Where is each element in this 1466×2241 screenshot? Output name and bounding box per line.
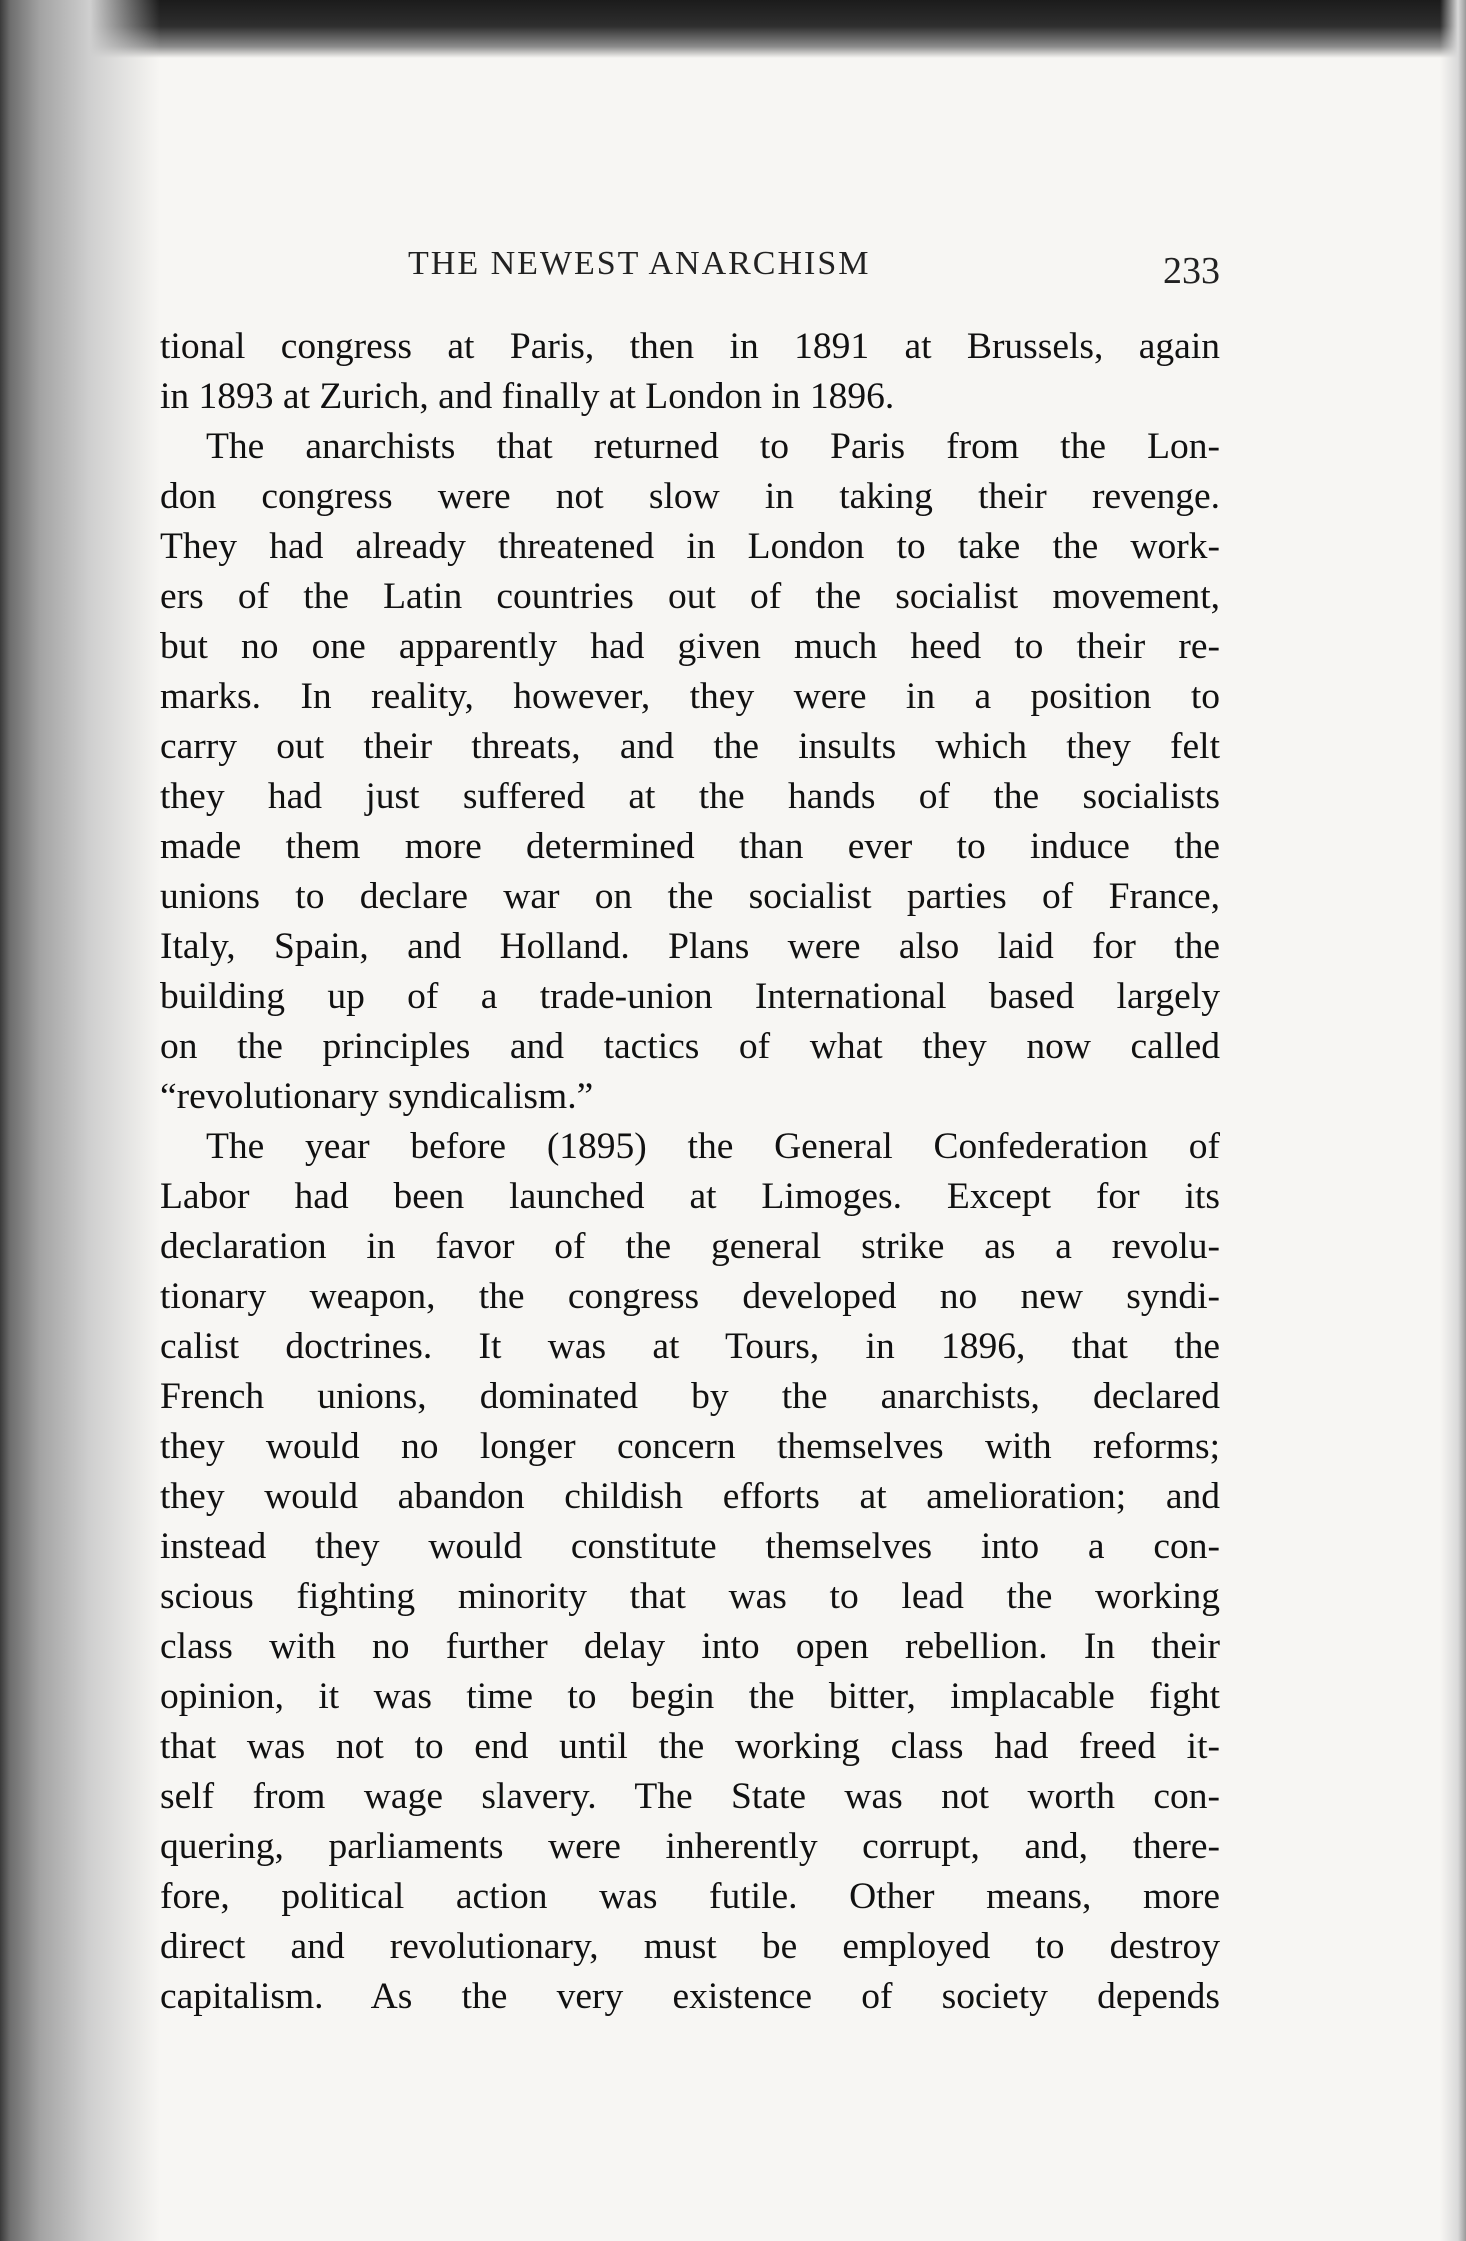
text-line: French unions, dominated by the anarchists, declared [160,1376,1220,1417]
text-line: “revolutionary syndicalism.” [160,1076,594,1117]
text-line: they had just suffered at the hands of the socialists [160,776,1220,817]
text-line: tional congress at Paris, then in 1891 at Brussels, again [160,326,1220,367]
text-line: unions to declare war on the socialist parties of France, [160,876,1220,917]
text-line: Labor had been launched at Limoges. Except for its [160,1176,1220,1217]
text-line: scious fighting minority that was to lead the working [160,1576,1220,1617]
scan-gutter-shadow [0,0,160,2241]
text-line: direct and revolutionary, must be employed to destroy [160,1926,1220,1967]
text-line: don congress were not slow in taking their revenge. [160,476,1220,517]
text-line: in 1893 at Zurich, and finally at London in 1896. [160,376,895,417]
text-line: carry out their threats, and the insults which they felt [160,726,1220,767]
text-line: they would no longer concern themselves with reforms; [160,1426,1220,1467]
text-line: declaration in favor of the general strike as a revolu- [160,1226,1220,1267]
running-header [160,245,1220,305]
text-line: marks. In reality, however, they were in a position to [160,676,1220,717]
text-line: they would abandon childish efforts at amelioration; and [160,1476,1220,1517]
text-line: class with no further delay into open rebellion. In their [160,1626,1220,1667]
text-line: self from wage slavery. The State was not worth con- [160,1776,1220,1817]
text-line: but no one apparently had given much heed to their re- [160,626,1220,667]
text-line: on the principles and tactics of what they now called [160,1026,1220,1067]
text-line: instead they would constitute themselves into a con- [160,1526,1220,1567]
text-line: The anarchists that returned to Paris from the Lon- [206,426,1220,467]
text-line: building up of a trade-union International based largely [160,976,1220,1017]
text-line: calist doctrines. It was at Tours, in 1896, that the [160,1326,1220,1367]
text-line: ers of the Latin countries out of the socialist movement, [160,576,1220,617]
text-line: capitalism. As the very existence of society depends [160,1976,1220,2017]
text-line: tionary weapon, the congress developed no new syndi- [160,1276,1220,1317]
text-line: They had already threatened in London to take the work- [160,526,1220,567]
scan-top-edge [0,0,1466,58]
text-line: opinion, it was time to begin the bitter, implacable fight [160,1676,1220,1717]
text-line: that was not to end until the working class had freed it- [160,1726,1220,1767]
text-line: Italy, Spain, and Holland. Plans were also laid for the [160,926,1220,967]
scan-right-edge [1440,0,1466,2241]
page-number: 233 [1163,250,1220,292]
text-line: The year before (1895) the General Confederation of [206,1126,1220,1167]
body-text [160,322,1220,2022]
text-line: quering, parliaments were inherently corrupt, and, there- [160,1826,1220,1867]
text-line: made them more determined than ever to induce the [160,826,1220,867]
text-line: fore, political action was futile. Other means, more [160,1876,1220,1917]
running-title: THE NEWEST ANARCHISM [408,245,871,282]
